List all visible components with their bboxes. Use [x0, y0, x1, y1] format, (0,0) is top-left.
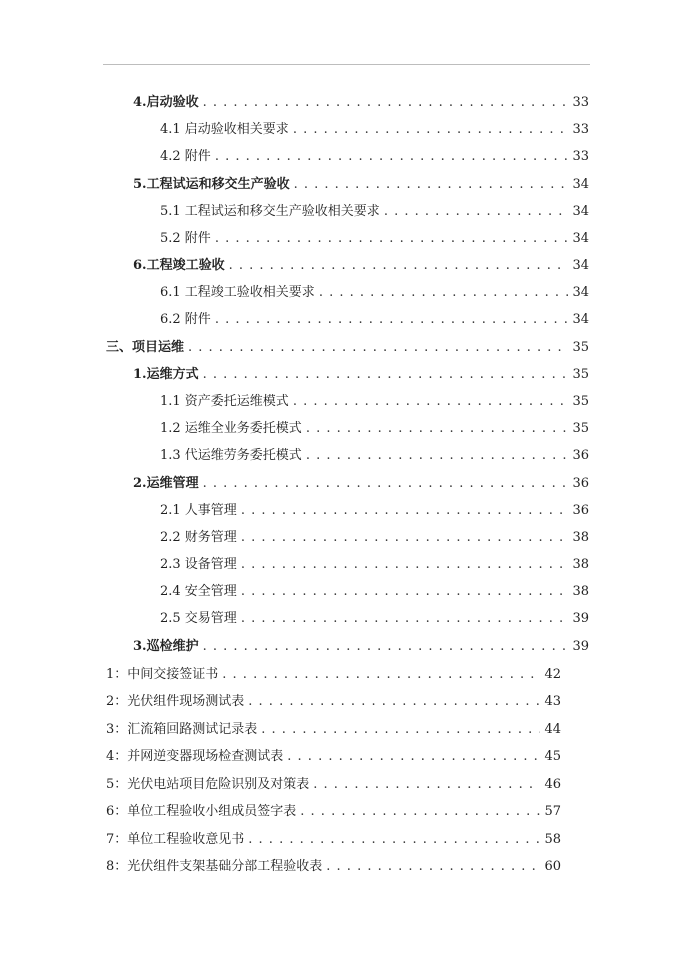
toc-entry-label: 4.1 启动验收相关要求 [160, 122, 289, 137]
toc-entry-page: 34 [572, 312, 589, 327]
toc-leader-dots [248, 830, 540, 850]
toc-entry-label: 3：汇流箱回路测试记录表 [106, 722, 258, 737]
toc-leader-dots [326, 857, 540, 877]
toc-entry-page: 38 [572, 584, 589, 599]
toc-entry-label: 2.1 人事管理 [160, 503, 237, 518]
toc-entry[interactable] [106, 720, 561, 740]
toc-entry-page: 36 [572, 476, 589, 491]
toc-leader-dots [306, 446, 569, 466]
toc-entry[interactable] [160, 283, 589, 303]
toc-entry-page: 33 [572, 95, 589, 110]
toc-entry-label: 1：中间交接签证书 [106, 667, 219, 682]
toc-entry-label: 6：单位工程验收小组成员签字表 [106, 804, 297, 819]
toc-leader-dots [319, 283, 569, 303]
toc-leader-dots [203, 365, 569, 385]
toc-entry-page: 39 [572, 611, 589, 626]
toc-entry[interactable] [106, 692, 561, 712]
toc-entry-page: 33 [572, 149, 589, 164]
toc-leader-dots [384, 202, 569, 222]
toc-leader-dots [294, 175, 569, 195]
toc-entry-label: 3.巡检维护 [133, 639, 199, 654]
toc-entry[interactable] [160, 202, 589, 222]
toc-entry-page: 43 [544, 694, 561, 709]
toc-entry[interactable] [160, 446, 589, 466]
toc-entry-page: 34 [572, 177, 589, 192]
toc-entry[interactable] [133, 93, 589, 113]
toc-entry-label: 1.运维方式 [133, 367, 199, 382]
toc-entry-label: 1.1 资产委托运维模式 [160, 394, 289, 409]
toc-entry[interactable] [160, 609, 589, 629]
toc-leader-dots [293, 120, 569, 140]
toc-entry[interactable] [133, 474, 589, 494]
toc-leader-dots [188, 338, 568, 358]
toc-entry-label: 6.工程竣工验收 [133, 258, 225, 273]
toc-leader-dots [215, 147, 569, 167]
toc-entry-label: 7：单位工程验收意见书 [106, 832, 245, 847]
toc-entry[interactable] [160, 229, 589, 249]
toc-leader-dots [313, 775, 540, 795]
toc-entry-page: 33 [572, 122, 589, 137]
toc-leader-dots [241, 582, 569, 602]
toc-entry[interactable] [160, 582, 589, 602]
toc-entry-page: 57 [544, 804, 561, 819]
toc-leader-dots [229, 256, 569, 276]
toc-entry-label: 4.2 附件 [160, 149, 211, 164]
toc-entry-label: 5.1 工程试运和移交生产验收相关要求 [160, 204, 380, 219]
toc-entry-label: 1.3 代运维劳务委托模式 [160, 448, 302, 463]
toc-entry-page: 35 [572, 340, 589, 355]
toc-entry-page: 46 [544, 777, 561, 792]
toc-entry-label: 5：光伏电站项目危险识别及对策表 [106, 777, 310, 792]
toc-entry-page: 34 [572, 204, 589, 219]
toc-entry-page: 36 [572, 448, 589, 463]
toc-leader-dots [203, 474, 569, 494]
toc-entry[interactable] [160, 120, 589, 140]
toc-entry-page: 45 [544, 749, 561, 764]
toc-entry-label: 4.启动验收 [133, 95, 199, 110]
toc-entry-label: 2.5 交易管理 [160, 611, 237, 626]
toc-leader-dots [293, 392, 569, 412]
header-rule [103, 64, 590, 65]
toc-leader-dots [241, 609, 569, 629]
toc-leader-dots [300, 802, 540, 822]
toc-leader-dots [203, 637, 569, 657]
toc-entry[interactable] [160, 147, 589, 167]
toc-entry-page: 38 [572, 557, 589, 572]
toc-entry[interactable] [106, 775, 561, 795]
toc-entry[interactable] [160, 555, 589, 575]
toc-entry[interactable] [133, 365, 589, 385]
toc-leader-dots [241, 501, 569, 521]
toc-entry-label: 三、项目运维 [106, 340, 185, 355]
toc-entry[interactable] [160, 419, 589, 439]
toc-leader-dots [248, 692, 540, 712]
toc-entry[interactable] [106, 747, 561, 767]
toc-entry[interactable] [106, 830, 561, 850]
toc-entry-page: 35 [572, 394, 589, 409]
toc-entry-label: 2.2 财务管理 [160, 530, 237, 545]
toc-entry[interactable] [106, 338, 589, 358]
toc-entry-page: 39 [572, 639, 589, 654]
toc-leader-dots [215, 310, 569, 330]
toc-leader-dots [241, 528, 569, 548]
toc-entry-page: 44 [544, 722, 561, 737]
toc-entry-page: 36 [572, 503, 589, 518]
toc-entry[interactable] [133, 256, 589, 276]
toc-entry-page: 34 [572, 231, 589, 246]
toc-leader-dots [203, 93, 569, 113]
toc-entry[interactable] [106, 857, 561, 877]
toc-entry[interactable] [160, 392, 589, 412]
toc-entry-label: 1.2 运维全业务委托模式 [160, 421, 302, 436]
toc-entry-label: 2.3 设备管理 [160, 557, 237, 572]
toc-leader-dots [261, 720, 540, 740]
toc-leader-dots [215, 229, 569, 249]
toc-entry-page: 34 [572, 258, 589, 273]
toc-entry-label: 6.2 附件 [160, 312, 211, 327]
toc-entry-label: 6.1 工程竣工验收相关要求 [160, 285, 315, 300]
toc-entry-page: 58 [544, 832, 561, 847]
toc-leader-dots [306, 419, 569, 439]
toc-entry-page: 60 [544, 859, 561, 874]
toc-entry-label: 2.运维管理 [133, 476, 199, 491]
toc-entry-page: 34 [572, 285, 589, 300]
toc-entry[interactable] [133, 175, 589, 195]
toc-entry[interactable] [160, 501, 589, 521]
toc-entry[interactable] [133, 637, 589, 657]
toc-leader-dots [287, 747, 540, 767]
toc-entry-label: 4：并网逆变器现场检查测试表 [106, 749, 284, 764]
toc-entry[interactable] [160, 528, 589, 548]
toc-entry-label: 5.2 附件 [160, 231, 211, 246]
toc-entry-label: 2：光伏组件现场测试表 [106, 694, 245, 709]
toc-entry[interactable] [106, 665, 561, 685]
toc-entry-page: 35 [572, 367, 589, 382]
toc-entry-page: 38 [572, 530, 589, 545]
toc-entry-page: 35 [572, 421, 589, 436]
toc-entry[interactable] [106, 802, 561, 822]
toc-leader-dots [222, 665, 540, 685]
toc-leader-dots [241, 555, 569, 575]
toc-entry[interactable] [160, 310, 589, 330]
toc-entry-label: 5.工程试运和移交生产验收 [133, 177, 290, 192]
toc-entry-label: 2.4 安全管理 [160, 584, 237, 599]
toc-entry-label: 8：光伏组件支架基础分部工程验收表 [106, 859, 323, 874]
toc-entry-page: 42 [544, 667, 561, 682]
